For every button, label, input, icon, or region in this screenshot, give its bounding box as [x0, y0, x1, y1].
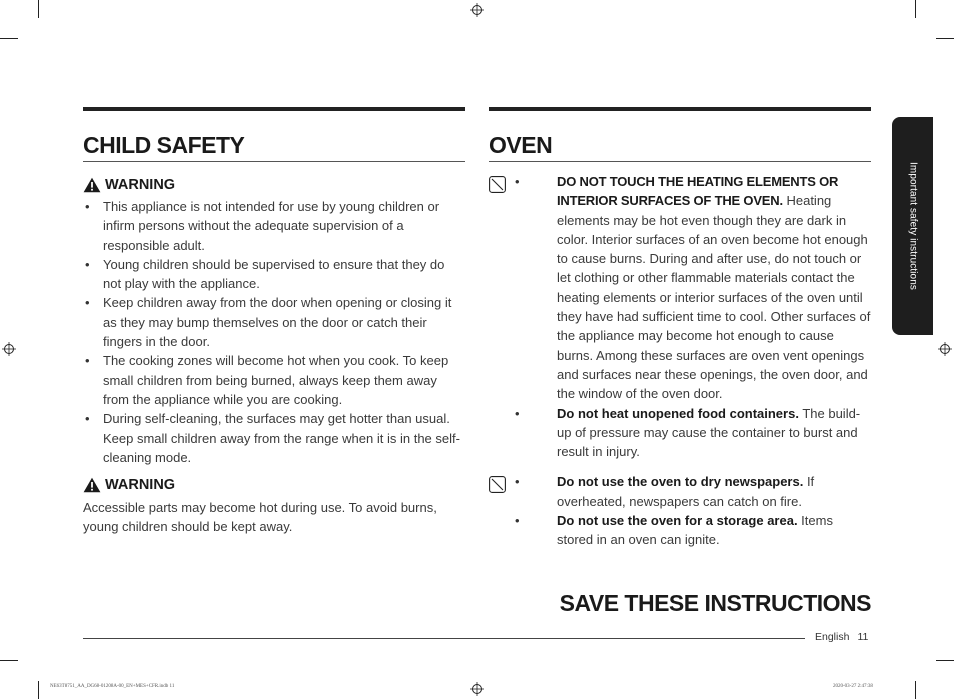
crop-mark: [0, 38, 18, 39]
warning-label: WARNING: [105, 177, 176, 193]
bold-lead: DO NOT TOUCH THE HEATING ELEMENTS OR INTERIOR SURFACES OF THE OVEN.: [557, 174, 839, 209]
item-text: Heating elements may be hot even though they are dark in color. Interior surfaces of an oven become hot enough to cause burns. During and after use, do not touch or let clothing or other flammable materials contact the heating elements or interior surfaces of the oven until they have had sufficient time to cool. Other surfaces of the appliance may become hot enough to cause burns. Among these surfaces are oven vent openings and surfaces near these openings, the oven door, and the window of the oven door.: [557, 193, 871, 402]
list-item: [537, 404, 871, 462]
oven-title: OVEN: [489, 132, 871, 162]
child-safety-list: [83, 197, 465, 467]
footer-rule: [83, 638, 805, 639]
list-item: • The cooking zones will become hot when you cook. To keep small children from being burned, always keep them away from the appliance while you are cooking.: [83, 351, 465, 409]
crop-mark: [38, 681, 39, 699]
section-top-rule: [83, 107, 465, 111]
item-text: Items stored in an oven can ignite.: [557, 513, 833, 548]
list-item: [537, 172, 871, 404]
crop-mark: [915, 681, 916, 699]
list-item: • Keep children away from the door when opening or closing it as they may bump themselves on the door or catch their fingers in the door.: [83, 293, 465, 351]
child-safety-title: CHILD SAFETY: [83, 132, 465, 162]
list-item: • During self-cleaning, the surfaces may get hotter than usual. Keep small children away from the range when it is in the self-cleaning mode.: [83, 409, 465, 467]
oven-warning-group: [489, 172, 871, 461]
bold-lead: Do not use the oven for a storage area.: [557, 513, 798, 529]
prohibition-icon: [489, 176, 506, 193]
page-number: 11: [857, 631, 869, 643]
side-tab-label: Important safety instructions: [907, 162, 918, 290]
footer-language: English: [815, 631, 850, 643]
warning-heading: [83, 476, 465, 494]
child-safety-section: [83, 107, 465, 537]
chapter-side-tab: [892, 117, 933, 335]
list-item: • Young children should be supervised to ensure that they do not play with the appliance.: [83, 255, 465, 294]
list-item: [537, 511, 871, 550]
section-top-rule: [489, 107, 871, 111]
item-text: The build-up of pressure may cause the container to burst and result in injury.: [557, 405, 861, 460]
save-instructions-title: SAVE THESE INSTRUCTIONS: [559, 590, 871, 616]
list-item: [537, 472, 871, 511]
crop-mark: [936, 38, 954, 39]
registration-mark-icon: [470, 682, 484, 696]
list-item: • This appliance is not intended for use by young children or infirm persons without the adequate supervision of a responsible adult.: [83, 197, 465, 255]
page-footer: [815, 631, 868, 643]
warning-triangle-icon: [83, 477, 101, 493]
registration-mark-icon: [938, 342, 952, 356]
warning-triangle-icon: [83, 177, 101, 193]
print-slug-right: 2020-03-27 2:47:38: [833, 684, 873, 689]
accessible-parts-paragraph: Accessible parts may become hot during use. To avoid burns, young children should be kept away.: [83, 500, 437, 535]
bold-lead: Do not heat unopened food containers.: [557, 405, 799, 421]
bold-lead: Do not use the oven to dry newspapers.: [557, 474, 804, 490]
registration-mark-icon: [2, 342, 16, 356]
crop-mark: [936, 660, 954, 661]
oven-list: [537, 172, 871, 461]
item-text: If overheated, newspapers can catch on fire.: [557, 474, 815, 509]
oven-section: [489, 107, 871, 550]
warning-heading: [83, 176, 465, 194]
warning-label: WARNING: [105, 477, 176, 494]
crop-mark: [915, 0, 916, 18]
registration-mark-icon: [470, 3, 484, 17]
print-slug-left: NE63T8751_AA_DG68-01208A-00_EN+MES+CFR.indb 11: [50, 684, 175, 689]
oven-list: [537, 472, 871, 549]
crop-mark: [0, 660, 18, 661]
oven-warning-group: [489, 472, 871, 549]
crop-mark: [38, 0, 39, 18]
prohibition-icon: [489, 476, 506, 493]
